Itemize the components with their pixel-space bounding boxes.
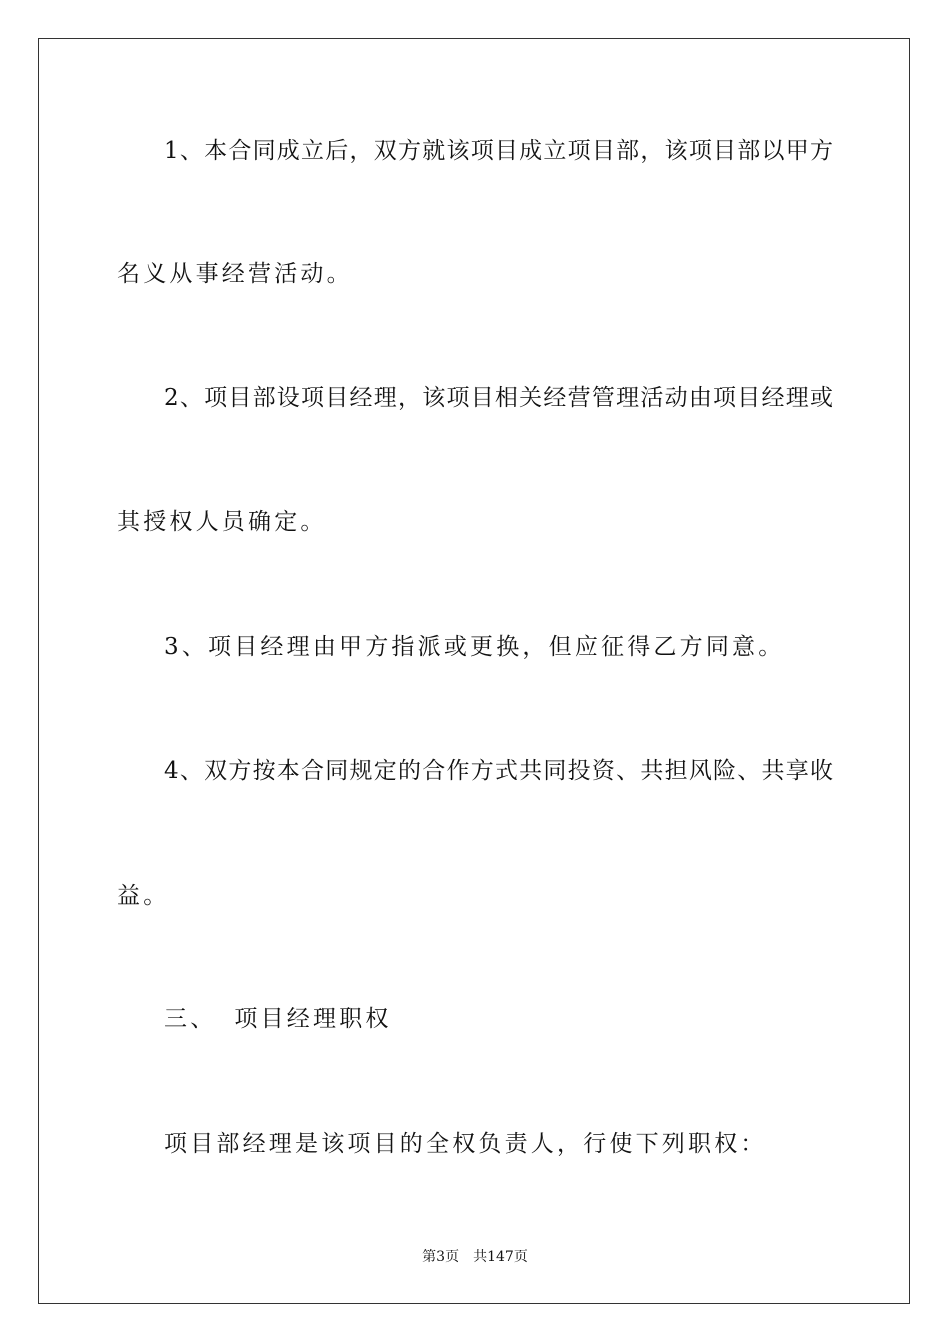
section-heading-title: 项目经理职权 <box>234 1006 392 1032</box>
paragraph-4-line-2: 益。 <box>117 883 170 909</box>
paragraph-4-line-1: 4、双方按本合同规定的合作方式共同投资、共担风险、共享收 <box>164 758 833 784</box>
paragraph-1-line-1: 1、本合同成立后，双方就该项目成立项目部，该项目部以甲方 <box>164 138 833 164</box>
paragraph-1-line-2: 名义从事经营活动。 <box>117 261 353 287</box>
paragraph-2-line-2: 其授权人员确定。 <box>117 509 327 535</box>
page-number: 第3页 <box>422 1249 460 1265</box>
page-border <box>38 38 910 1304</box>
section-heading <box>117 1004 833 1034</box>
paragraph-2-line-1: 2、项目部设项目经理，该项目相关经营管理活动由项目经理或 <box>164 385 833 411</box>
section-heading-number: 三、 <box>164 1006 217 1032</box>
total-pages: 共147页 <box>473 1249 528 1265</box>
page-footer <box>0 1246 950 1266</box>
paragraph-3: 3、项目经理由甲方指派或更换，但应征得乙方同意。 <box>164 634 785 660</box>
paragraph-5: 项目部经理是该项目的全权负责人，行使下列职权： <box>164 1131 767 1157</box>
